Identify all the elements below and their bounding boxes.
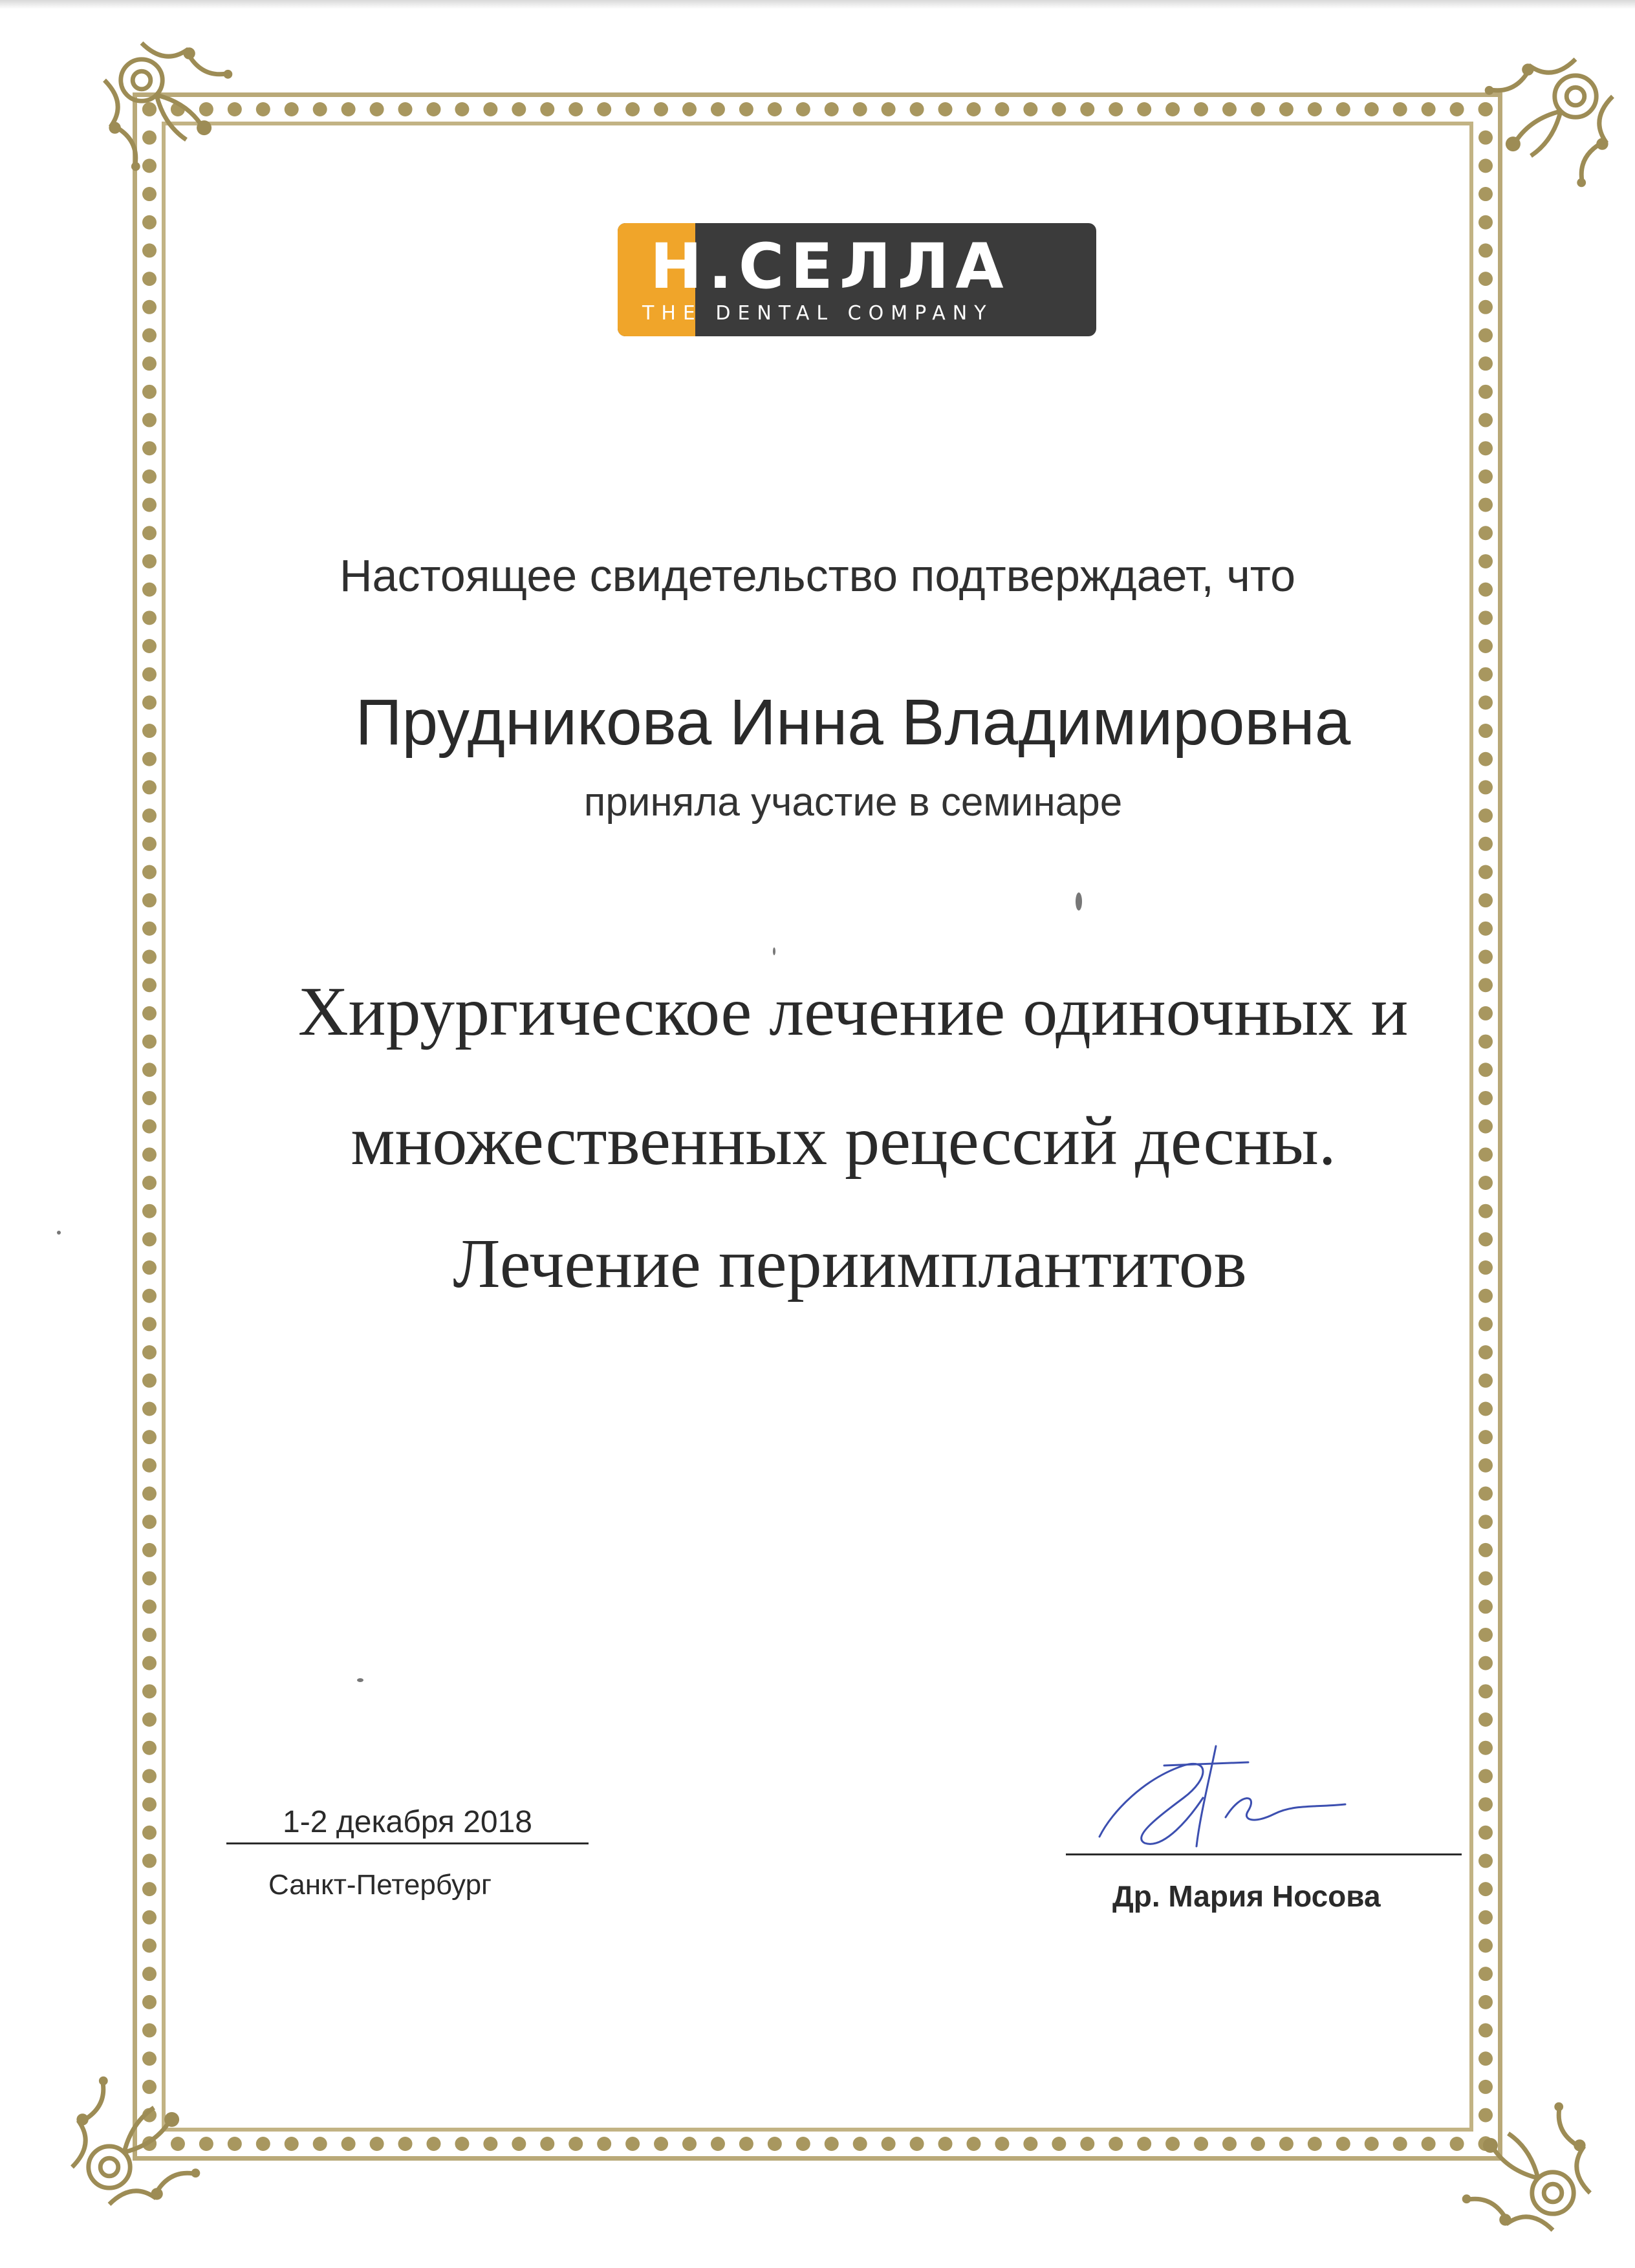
scan-speck <box>357 1678 363 1682</box>
recipient-name: Прудникова Инна Владимировна <box>355 686 1351 759</box>
signer-name: Др. Мария Носова <box>1112 1879 1381 1913</box>
scan-speck <box>57 1231 61 1235</box>
seminar-title-line: Лечение периимплантитов <box>453 1226 1247 1302</box>
logo-tagline: THE DENTAL COMPANY <box>642 302 993 325</box>
certificate-intro: Настоящее свидетельство подтверждает, что <box>339 550 1296 601</box>
seminar-title-line: множественных рецессий десны. <box>351 1103 1336 1180</box>
signature-line <box>1066 1853 1462 1855</box>
corner-ornament-icon <box>65 2063 213 2212</box>
scan-speck <box>773 947 775 955</box>
company-logo <box>618 223 1096 336</box>
handwritten-signature <box>1087 1740 1365 1856</box>
logo-wordmark: H.СЕЛЛА <box>650 230 1010 303</box>
corner-ornament-icon <box>1471 52 1620 200</box>
corner-ornament-icon <box>97 36 246 184</box>
date-underline <box>226 1842 589 1844</box>
seminar-date: 1-2 декабря 2018 <box>283 1805 532 1839</box>
corner-ornament-icon <box>1449 2089 1597 2238</box>
seminar-title-line: Хирургическое лечение одиночных и <box>298 973 1409 1050</box>
participation-text: приняла участие в семинаре <box>583 780 1123 825</box>
seminar-city: Санкт-Петербург <box>268 1869 492 1901</box>
scan-speck <box>1076 892 1082 911</box>
